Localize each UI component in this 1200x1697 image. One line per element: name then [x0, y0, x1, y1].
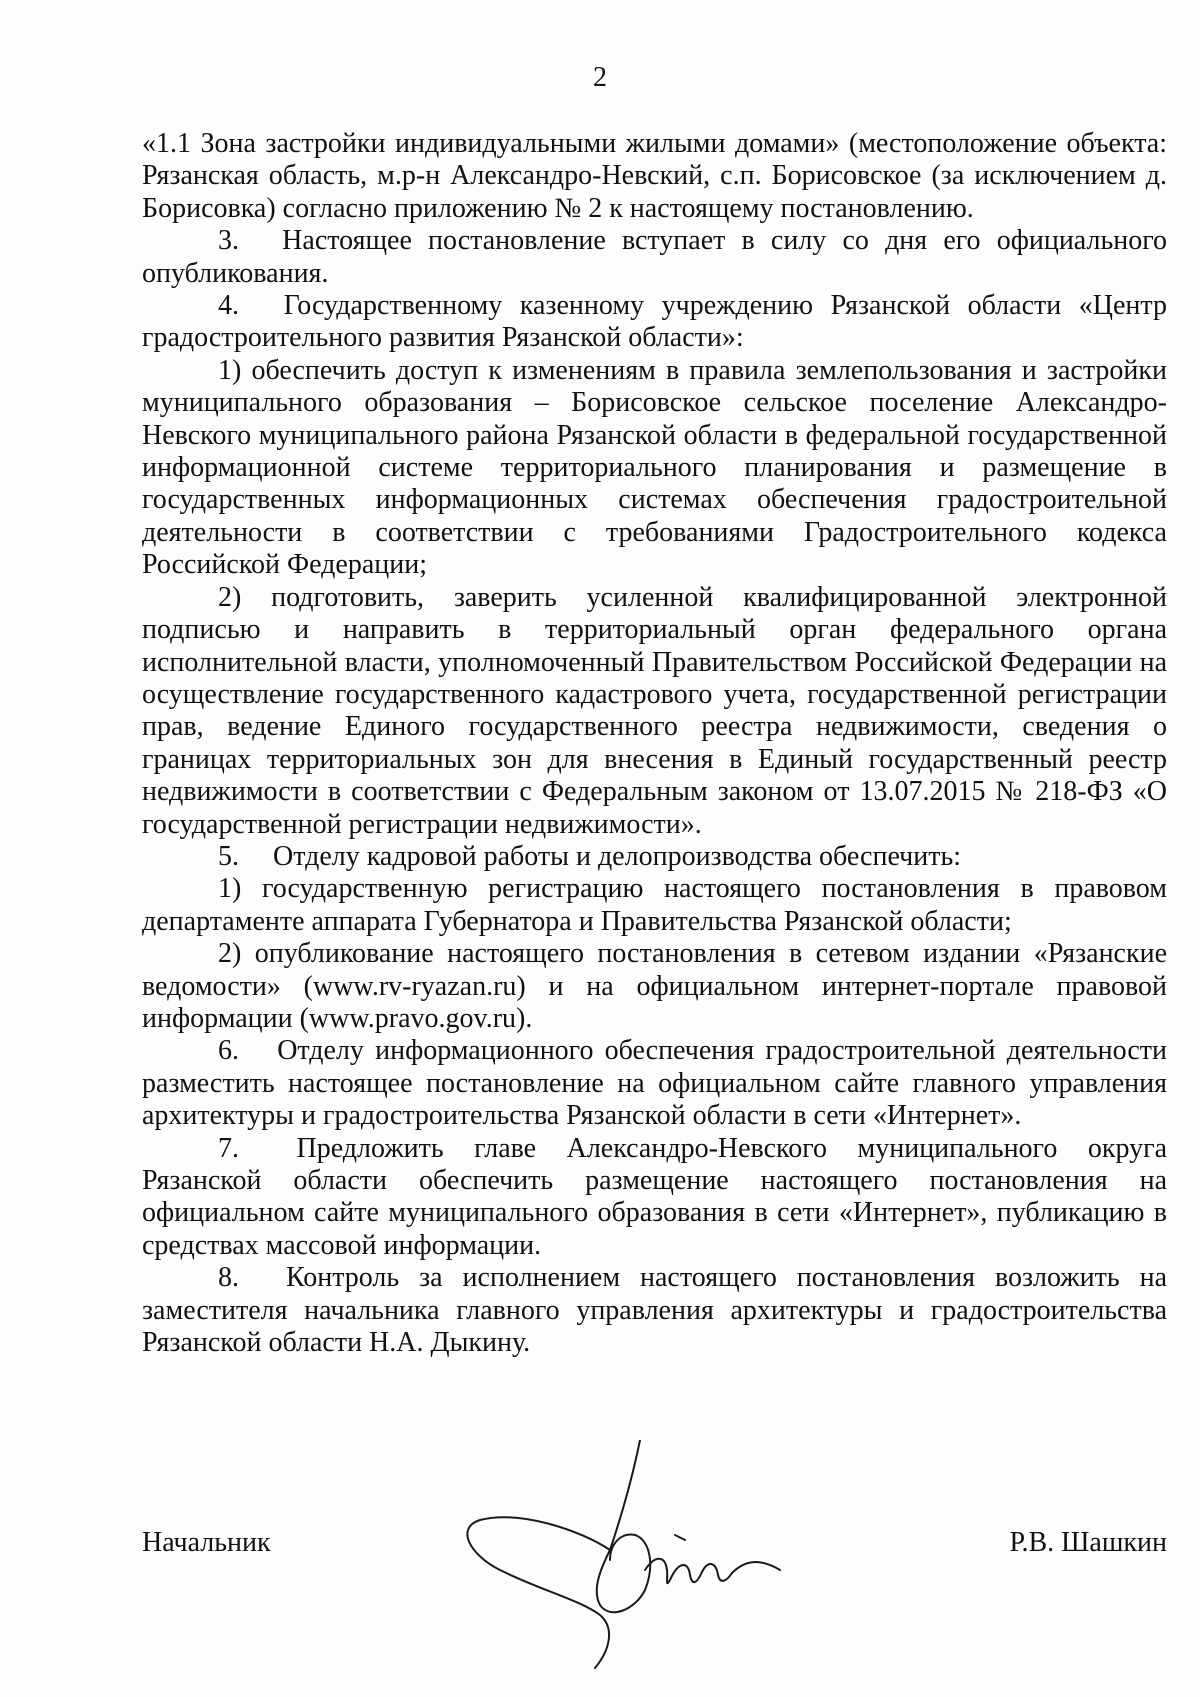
- paragraph-text: Государственному казенному учреждению Рязанской области «Центр градостроительного развития Рязанской области»:: [142, 290, 1167, 354]
- paragraph-zone-definition: «1.1 Зона застройки индивидуальными жилыми домами» (местоположение объекта: Рязанская область, м.р-н Александро-Невский, с.п. Борисовское (за исключением д. Борисовка) согласно приложению № 2 к настоящему постановлению.: [142, 128, 1167, 224]
- item-number: 8.: [218, 1262, 239, 1294]
- paragraph-item-4-1: 1) обеспечить доступ к изменениям в правила землепользования и застройки муниципального образования – Борисовское сельское поселение Александро-Невского муниципального района Рязанской области в федеральной государственной информационной системе территориального планирования и размещение в государственных информационных системах обеспечения градостроительной деятельности в соответствии с требованиями Градостроительного кодекса Российской Федерации;: [142, 354, 1167, 581]
- paragraph-item-6: [142, 1035, 1167, 1132]
- paragraph-item-5-2: 2) опубликование настоящего постановления в сетевом издании «Рязанские ведомости» (www.rv-ryazan.ru) и на официальном интернет-портале правовой информации (www.pravo.gov.ru).: [142, 938, 1167, 1034]
- paragraph-item-5-1: 1) государственную регистрацию настоящего постановления в правовом департаменте аппарата Губернатора и Правительства Рязанской области;: [142, 873, 1167, 937]
- paragraph-text: Контроль за исполнением настоящего постановления возложить на заместителя начальника главного управления архитектуры и градостроительства Рязанской области Н.А. Дыкину.: [142, 1262, 1168, 1359]
- item-number: 3.: [218, 225, 239, 257]
- signer-position: Начальник: [142, 1527, 271, 1558]
- paragraph-item-5: [142, 841, 1167, 873]
- paragraph-item-3: [142, 225, 1167, 290]
- signer-name: Р.В. Шашкин: [1009, 1527, 1167, 1558]
- paragraph-item-4-2: 2) подготовить, заверить усиленной квалифицированной электронной подписью и направить в территориальный орган федерального органа исполнительной власти, уполномоченный Правительством Российской Федерации на осуществление государственного кадастрового учета, государственной регистрации прав, ведение Единого государственного реестра недвижимости, сведения о границах территориальных зон для внесения в Единый государственный реестр недвижимости в соответствии с Федеральным законом от 13.07.2015 № 218-ФЗ «О государственной регистрации недвижимости».: [142, 581, 1167, 840]
- paragraph-item-4: [142, 290, 1167, 355]
- paragraph-item-7: [142, 1133, 1167, 1263]
- paragraph-item-8: [142, 1262, 1167, 1359]
- paragraph-text: Предложить главе Александро-Невского муниципального округа Рязанской области обеспечить размещение настоящего постановления на официальном сайте муниципального образования в сети «Интернет», публикацию в средствах массовой информации.: [142, 1132, 1167, 1261]
- paragraph-text: Настоящее постановление вступает в силу со дня его официального опубликования.: [142, 225, 1167, 289]
- signature-block: [142, 1527, 1167, 1559]
- document-body: [142, 128, 1167, 1359]
- item-number: 5.: [218, 840, 239, 872]
- page-number: 2: [593, 62, 607, 93]
- item-number: 4.: [218, 290, 239, 322]
- item-number: 6.: [218, 1035, 239, 1067]
- paragraph-text: Отделу информационного обеспечения градостроительной деятельности разместить настоящее постановление на официальном сайте главного управления архитектуры и градостроительства Рязанской области в сети «Интернет».: [142, 1035, 1168, 1132]
- item-number: 7.: [218, 1132, 239, 1164]
- paragraph-text: Отделу кадровой работы и делопроизводства обеспечить:: [273, 840, 962, 872]
